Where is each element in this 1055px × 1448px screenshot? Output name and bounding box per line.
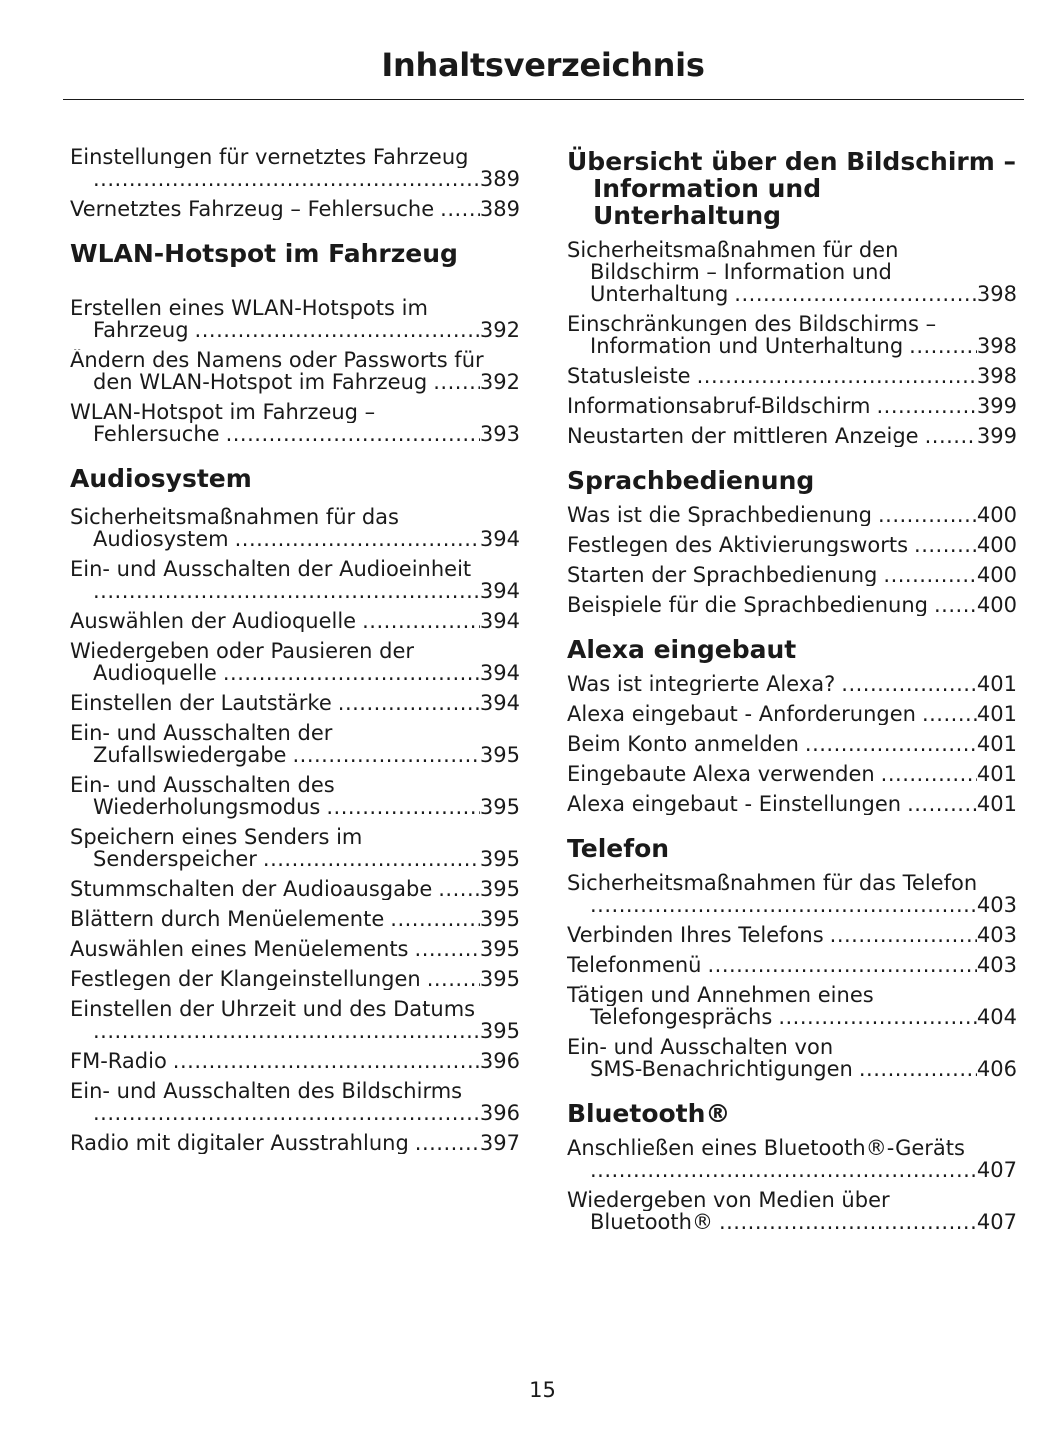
toc-entry-text: Wiederholungsmodus xyxy=(93,795,321,819)
dot-leader xyxy=(859,1058,977,1080)
toc-entry-text: Festlegen des Aktivierungsworts xyxy=(567,534,909,556)
toc-entry-text: Unterhaltung xyxy=(590,282,729,306)
toc-entry-sicherheitsmassnahmen-fur-den[interactable] xyxy=(567,239,1017,305)
dot-leader xyxy=(590,894,977,916)
toc-entry-beispiele-fur-die-sprachbedienung[interactable] xyxy=(567,594,1017,616)
toc-entry-text: Blättern durch Menüelemente xyxy=(70,908,385,930)
toc-entry-text: Statusleiste xyxy=(567,365,691,387)
toc-entry-erstellen-eines-wlan-hotspots-im[interactable] xyxy=(70,297,520,341)
toc-entry-ein-und-ausschalten-von[interactable] xyxy=(567,1036,1017,1080)
toc-page-number: 406 xyxy=(976,1057,1017,1081)
dot-leader xyxy=(914,534,977,556)
toc-page-number: 398 xyxy=(976,334,1017,358)
toc-page-number: 401 xyxy=(976,733,1017,755)
toc-page-number: 397 xyxy=(479,1132,520,1154)
toc-page-number: 401 xyxy=(976,673,1017,695)
toc-entry-wlan-hotspot-im-fahrzeug[interactable] xyxy=(70,401,520,445)
toc-page-number: 398 xyxy=(976,282,1017,306)
section-heading-ubersicht-uber-den-bildschirm-information-und-unterhaltung: Übersicht über den Bildschirm – Information und Unterhaltung xyxy=(567,147,1016,230)
toc-page-number: 401 xyxy=(976,763,1017,785)
toc-entry-einstellen-der-lautstarke[interactable] xyxy=(70,692,520,714)
toc-page-number: 395 xyxy=(479,908,520,930)
toc-entry-auswahlen-eines-menuelements[interactable] xyxy=(70,938,520,960)
toc-entry-text: Speichern eines Senders im xyxy=(70,826,363,848)
toc-entry-text: Einstellen der Uhrzeit und des Datums xyxy=(70,998,476,1020)
toc-entry-text: Auswählen der Audioquelle xyxy=(70,610,357,632)
toc-entry-was-ist-integrierte-alexa[interactable] xyxy=(567,673,1017,695)
toc-entry-einstellen-der-uhrzeit-und-des-datums[interactable] xyxy=(70,998,520,1042)
toc-page-number: 404 xyxy=(976,1005,1017,1029)
toc-entry-text: Starten der Sprachbedienung xyxy=(567,564,878,586)
toc-entry-text: Tätigen und Annehmen eines xyxy=(567,984,874,1006)
toc-page-number: 398 xyxy=(976,365,1017,387)
dot-leader xyxy=(438,878,480,900)
toc-entry-sicherheitsmassnahmen-fur-das-telefon[interactable] xyxy=(567,872,1017,916)
toc-page-number: 394 xyxy=(479,579,520,603)
toc-entry-text: Erstellen eines WLAN-Hotspots im xyxy=(70,297,428,319)
toc-entry-wiedergeben-von-medien-uber[interactable] xyxy=(567,1189,1017,1233)
dot-leader xyxy=(830,924,977,946)
section-heading-telefon: Telefon xyxy=(567,834,670,863)
dot-leader xyxy=(697,365,977,387)
dot-leader xyxy=(223,662,480,684)
toc-page-number: 395 xyxy=(479,1019,520,1043)
toc-entry-festlegen-des-aktivierungsworts[interactable] xyxy=(567,534,1017,556)
toc-entry-text: Stummschalten der Audioausgabe xyxy=(70,878,433,900)
toc-entry-ein-und-ausschalten-der-audioeinheit[interactable] xyxy=(70,558,520,602)
toc-page-number: 403 xyxy=(976,893,1017,917)
toc-entry-text: Senderspeicher xyxy=(93,847,257,871)
toc-entry-text: Radio mit digitaler Ausstrahlung xyxy=(70,1132,409,1154)
toc-entry-alexa-eingebaut-anforderungen[interactable] xyxy=(567,703,1017,725)
toc-entry-text: Ein- und Ausschalten von xyxy=(567,1036,834,1058)
toc-entry-neustarten-der-mittleren-anzeige[interactable] xyxy=(567,425,1017,447)
dot-leader xyxy=(195,319,480,341)
dot-leader xyxy=(883,564,977,586)
toc-entry-andern-des-namens-oder-passworts-fur[interactable] xyxy=(70,349,520,393)
dot-leader xyxy=(173,1050,480,1072)
toc-page-number: 396 xyxy=(479,1050,520,1072)
toc-page-number: 403 xyxy=(976,924,1017,946)
toc-page-number: 400 xyxy=(976,594,1017,616)
toc-entry-einschrankungen-des-bildschirms[interactable] xyxy=(567,313,1017,357)
toc-entry-text: Audiosystem xyxy=(93,527,229,551)
toc-entry-text: Wiedergeben oder Pausieren der xyxy=(70,640,415,662)
dot-leader xyxy=(841,673,977,695)
toc-left-column xyxy=(70,146,520,1162)
toc-entry-text: Information und Unterhaltung xyxy=(590,334,904,358)
toc-page-number: 392 xyxy=(479,318,520,342)
toc-right-column xyxy=(567,148,1017,1241)
toc-entry-alexa-eingebaut-einstellungen[interactable] xyxy=(567,793,1017,815)
dot-leader xyxy=(734,283,977,305)
toc-entry-text: Einstellen der Lautstärke xyxy=(70,692,332,714)
dot-leader xyxy=(415,1132,480,1154)
dot-leader xyxy=(440,198,480,220)
dot-leader xyxy=(876,395,976,417)
toc-entry-text: Sicherheitsmaßnahmen für das Telefon xyxy=(567,872,978,894)
toc-entry-eingebaute-alexa-verwenden[interactable] xyxy=(567,763,1017,785)
toc-entry-text: Bildschirm – Information und xyxy=(590,260,892,284)
toc-entry-text: Ein- und Ausschalten des Bildschirms xyxy=(70,1080,463,1102)
dot-leader xyxy=(93,1020,480,1042)
page-title: Inhaltsverzeichnis xyxy=(381,46,705,84)
toc-entry-fm-radio[interactable] xyxy=(70,1050,520,1072)
toc-entry-text: Einschränkungen des Bildschirms – xyxy=(567,313,937,335)
toc-entry-text: Ein- und Ausschalten des xyxy=(70,774,335,796)
toc-entry-text: Anschließen eines Bluetooth®-Geräts xyxy=(567,1137,965,1159)
toc-page-number: 394 xyxy=(479,610,520,632)
page-number: 15 xyxy=(529,1378,556,1402)
toc-page-number: 400 xyxy=(976,534,1017,556)
toc-entry-text: Ein- und Ausschalten der Audioeinheit xyxy=(70,558,472,580)
toc-page-number: 395 xyxy=(479,847,520,871)
dot-leader xyxy=(93,1102,480,1124)
toc-entry-einstellungen-fur-vernetztes-fahrzeug[interactable] xyxy=(70,146,520,190)
toc-page-number: 395 xyxy=(479,878,520,900)
toc-entry-text: Vernetztes Fahrzeug – Fehlersuche xyxy=(70,198,435,220)
toc-entry-text: Fahrzeug xyxy=(93,318,189,342)
toc-page-number: 394 xyxy=(479,661,520,685)
toc-entry-text: Bluetooth® xyxy=(590,1210,713,1234)
dot-leader xyxy=(415,938,480,960)
dot-leader xyxy=(907,793,977,815)
toc-entry-wiedergeben-oder-pausieren-der[interactable] xyxy=(70,640,520,684)
dot-leader xyxy=(707,954,976,976)
toc-entry-speichern-eines-senders-im[interactable] xyxy=(70,826,520,870)
toc-entry-text: Sicherheitsmaßnahmen für das xyxy=(70,506,399,528)
dot-leader xyxy=(263,848,480,870)
toc-entry-ein-und-ausschalten-des-bildschirms[interactable] xyxy=(70,1080,520,1124)
toc-entry-text: Wiedergeben von Medien über xyxy=(567,1189,890,1211)
toc-entry-was-ist-die-sprachbedienung[interactable] xyxy=(567,504,1017,526)
toc-entry-radio-mit-digitaler-ausstrahlung[interactable] xyxy=(70,1132,520,1154)
toc-entry-text: FM-Radio xyxy=(70,1050,167,1072)
toc-page-number: 392 xyxy=(479,370,520,394)
toc-page-number: 395 xyxy=(479,968,520,990)
dot-leader xyxy=(292,744,479,766)
toc-page-number: 395 xyxy=(479,938,520,960)
toc-entry-stummschalten-der-audioausgabe[interactable] xyxy=(70,878,520,900)
toc-entry-text: Fehlersuche xyxy=(93,422,220,446)
toc-page-number: 407 xyxy=(976,1210,1017,1234)
toc-page-number: 400 xyxy=(976,564,1017,586)
dot-leader xyxy=(93,168,480,190)
dot-leader xyxy=(390,908,480,930)
toc-entry-tatigen-und-annehmen-eines[interactable] xyxy=(567,984,1017,1028)
toc-entry-text: Zufallswiedergabe xyxy=(93,743,287,767)
dot-leader xyxy=(590,1159,977,1181)
dot-leader xyxy=(922,703,977,725)
toc-page-number: 403 xyxy=(976,954,1017,976)
dot-leader xyxy=(226,423,480,445)
toc-entry-text: Alexa eingebaut - Einstellungen xyxy=(567,793,902,815)
toc-entry-text: Einstellungen für vernetztes Fahrzeug xyxy=(70,146,469,168)
toc-entry-anschliessen-eines-bluetooth-gerats[interactable] xyxy=(567,1137,1017,1181)
toc-entry-starten-der-sprachbedienung[interactable] xyxy=(567,564,1017,586)
toc-page-number: 389 xyxy=(479,167,520,191)
toc-page-number: 389 xyxy=(479,198,520,220)
toc-page-number: 393 xyxy=(479,422,520,446)
toc-entry-text: Audioquelle xyxy=(93,661,217,685)
toc-entry-verbinden-ihres-telefons[interactable] xyxy=(567,924,1017,946)
dot-leader xyxy=(881,763,977,785)
dot-leader xyxy=(878,504,977,526)
dot-leader xyxy=(326,796,480,818)
dot-leader xyxy=(925,425,977,447)
toc-page-number: 400 xyxy=(976,504,1017,526)
toc-entry-ein-und-ausschalten-der[interactable] xyxy=(70,722,520,766)
toc-entry-festlegen-der-klangeinstellungen[interactable] xyxy=(70,968,520,990)
section-heading-alexa-eingebaut: Alexa eingebaut xyxy=(567,635,797,664)
toc-entry-text: Telefonmenü xyxy=(567,954,702,976)
toc-page-number: 399 xyxy=(976,395,1017,417)
toc-entry-beim-konto-anmelden[interactable] xyxy=(567,733,1017,755)
toc-entry-text: WLAN-Hotspot im Fahrzeug – xyxy=(70,401,376,423)
toc-entry-text: Verbinden Ihres Telefons xyxy=(567,924,824,946)
toc-entry-telefonmenu[interactable] xyxy=(567,954,1017,976)
toc-page-number: 401 xyxy=(976,703,1017,725)
toc-page-number: 396 xyxy=(479,1101,520,1125)
dot-leader xyxy=(909,335,977,357)
section-heading-sprachbedienung: Sprachbedienung xyxy=(567,466,815,495)
dot-leader xyxy=(805,733,977,755)
toc-entry-auswahlen-der-audioquelle[interactable] xyxy=(70,610,520,632)
toc-entry-text: SMS-Benachrichtigungen xyxy=(590,1057,853,1081)
toc-page-number: 407 xyxy=(976,1158,1017,1182)
toc-entry-ein-und-ausschalten-des[interactable] xyxy=(70,774,520,818)
toc-entry-text: Neustarten der mittleren Anzeige xyxy=(567,425,919,447)
toc-entry-text: Sicherheitsmaßnahmen für den xyxy=(567,239,899,261)
toc-entry-vernetztes-fahrzeug-fehlersuche[interactable] xyxy=(70,198,520,220)
toc-page-number: 395 xyxy=(479,795,520,819)
toc-entry-informationsabruf-bildschirm[interactable] xyxy=(567,395,1017,417)
toc-entry-blattern-durch-menuelemente[interactable] xyxy=(70,908,520,930)
dot-leader xyxy=(93,580,480,602)
toc-entry-sicherheitsmassnahmen-fur-das[interactable] xyxy=(70,506,520,550)
toc-entry-text: Was ist integrierte Alexa? xyxy=(567,673,836,695)
toc-page-number: 399 xyxy=(976,425,1017,447)
toc-entry-text: Telefongesprächs xyxy=(590,1005,773,1029)
toc-entry-text: Ein- und Ausschalten der xyxy=(70,722,333,744)
section-heading-bluetooth: Bluetooth® xyxy=(567,1099,731,1128)
toc-entry-text: Auswählen eines Menüelements xyxy=(70,938,409,960)
dot-leader xyxy=(338,692,480,714)
toc-entry-text: Alexa eingebaut - Anforderungen xyxy=(567,703,916,725)
toc-entry-text: Beim Konto anmelden xyxy=(567,733,799,755)
toc-entry-text: Ändern des Namens oder Passworts für xyxy=(70,349,484,371)
section-heading-wlan-hotspot-im-fahrzeug: WLAN-Hotspot im Fahrzeug xyxy=(70,239,458,268)
toc-entry-text: Beispiele für die Sprachbedienung xyxy=(567,594,928,616)
dot-leader xyxy=(427,968,480,990)
dot-leader xyxy=(362,610,480,632)
toc-page-number: 401 xyxy=(976,793,1017,815)
toc-entry-text: den WLAN-Hotspot im Fahrzeug xyxy=(93,370,428,394)
dot-leader xyxy=(433,371,480,393)
title-divider xyxy=(63,99,1024,100)
toc-entry-text: Festlegen der Klangeinstellungen xyxy=(70,968,421,990)
toc-entry-text: Informationsabruf-Bildschirm xyxy=(567,395,871,417)
toc-entry-statusleiste[interactable] xyxy=(567,365,1017,387)
dot-leader xyxy=(934,594,977,616)
dot-leader xyxy=(235,528,480,550)
dot-leader xyxy=(778,1006,977,1028)
toc-page-number: 394 xyxy=(479,527,520,551)
toc-entry-text: Was ist die Sprachbedienung xyxy=(567,504,872,526)
toc-entry-text: Eingebaute Alexa verwenden xyxy=(567,763,875,785)
toc-page-number: 394 xyxy=(479,692,520,714)
dot-leader xyxy=(719,1211,977,1233)
section-heading-audiosystem: Audiosystem xyxy=(70,464,252,493)
toc-page-number: 395 xyxy=(479,743,520,767)
